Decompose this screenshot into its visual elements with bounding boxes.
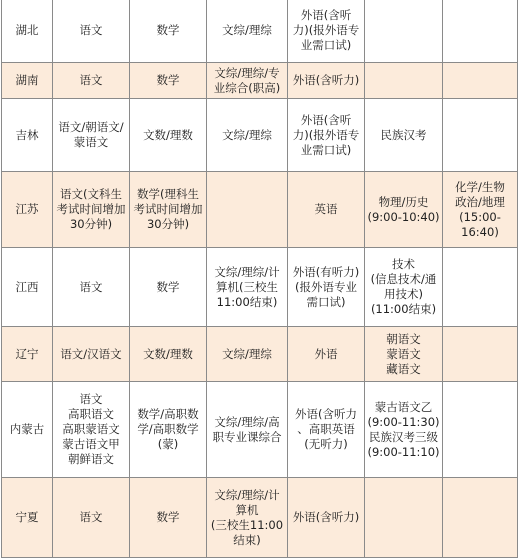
table-cell: 外语(含听力) — [288, 478, 365, 558]
table-cell — [443, 248, 518, 327]
table-cell: 技术 (信息技术/通 用技术) (11:00结束) — [365, 248, 443, 327]
table-cell: 文综/理综 — [207, 0, 288, 63]
table-cell: 朝语文 蒙语文 藏语文 — [365, 327, 443, 382]
table-cell: 数学/高职数 学/高职数学 (蒙) — [130, 382, 207, 478]
table-cell: 语文 — [53, 478, 130, 558]
table-cell — [443, 478, 518, 558]
table-cell: 语文 — [53, 248, 130, 327]
table-row — [2, 172, 518, 248]
table-cell: 英语 — [288, 172, 365, 248]
province-cell: 湖南 — [2, 63, 53, 99]
table-cell — [365, 478, 443, 558]
province-cell: 江西 — [2, 248, 53, 327]
province-cell: 吉林 — [2, 99, 53, 172]
table-cell: 文综/理综/计 算机 (三校生11:00 结束) — [207, 478, 288, 558]
table-row — [2, 0, 518, 63]
table-cell: 文数/理数 — [130, 99, 207, 172]
table-cell — [443, 327, 518, 382]
table-cell: 语文 — [53, 63, 130, 99]
table-cell — [443, 382, 518, 478]
table-cell: 外语(含听力) — [288, 63, 365, 99]
table-cell: 文综/理综/高 职专业课综合 — [207, 382, 288, 478]
table-cell: 文数/理数 — [130, 327, 207, 382]
table-body — [2, 0, 518, 558]
table-cell: 语文/汉语文 — [53, 327, 130, 382]
province-cell: 湖北 — [2, 0, 53, 63]
province-cell: 辽宁 — [2, 327, 53, 382]
table-cell — [365, 0, 443, 63]
table-cell: 外语(含听 力)(报外语专 业需口试) — [288, 0, 365, 63]
table-cell: 语文 — [53, 0, 130, 63]
table-cell: 数学(理科生 考试时间增加 30分钟) — [130, 172, 207, 248]
table-cell: 文综/理综/专 业综合(职高) — [207, 63, 288, 99]
table-cell: 语文(文科生 考试时间增加 30分钟) — [53, 172, 130, 248]
table-row — [2, 99, 518, 172]
table-cell — [365, 63, 443, 99]
table-cell: 蒙古语文乙 (9:00-11:30) 民族汉考三级 (9:00-11:10) — [365, 382, 443, 478]
table-row — [2, 63, 518, 99]
table-cell: 外语(含听力 、高职英语 (无听力) — [288, 382, 365, 478]
province-cell: 宁夏 — [2, 478, 53, 558]
table-cell: 文综/理综/计 算机(三校生 11:00结束) — [207, 248, 288, 327]
table-cell: 数学 — [130, 248, 207, 327]
table-cell: 外语(有听力) (报外语专业 需口试) — [288, 248, 365, 327]
table-cell: 数学 — [130, 0, 207, 63]
table-cell: 民族汉考 — [365, 99, 443, 172]
table-cell: 语文 高职语文 高职蒙语文 蒙古语文甲 朝鲜语文 — [53, 382, 130, 478]
table-cell: 语文/朝语文/ 蒙语文 — [53, 99, 130, 172]
table-cell — [443, 0, 518, 63]
province-cell: 内蒙古 — [2, 382, 53, 478]
table-row — [2, 327, 518, 382]
table-cell: 文综/理综 — [207, 327, 288, 382]
table-row — [2, 382, 518, 478]
table-cell: 化学/生物 政治/地理 (15:00- 16:40) — [443, 172, 518, 248]
table-row — [2, 478, 518, 558]
table-cell — [207, 172, 288, 248]
table-cell: 外语(含听 力)(报外语专 业需口试) — [288, 99, 365, 172]
table-cell: 文综/理综 — [207, 99, 288, 172]
table-cell: 数学 — [130, 63, 207, 99]
table-cell — [443, 99, 518, 172]
table-cell: 物理/历史 (9:00-10:40) — [365, 172, 443, 248]
province-cell: 江苏 — [2, 172, 53, 248]
table-cell — [443, 63, 518, 99]
exam-schedule-table — [1, 0, 518, 558]
table-row — [2, 248, 518, 327]
table-cell: 外语 — [288, 327, 365, 382]
table-cell: 数学 — [130, 478, 207, 558]
